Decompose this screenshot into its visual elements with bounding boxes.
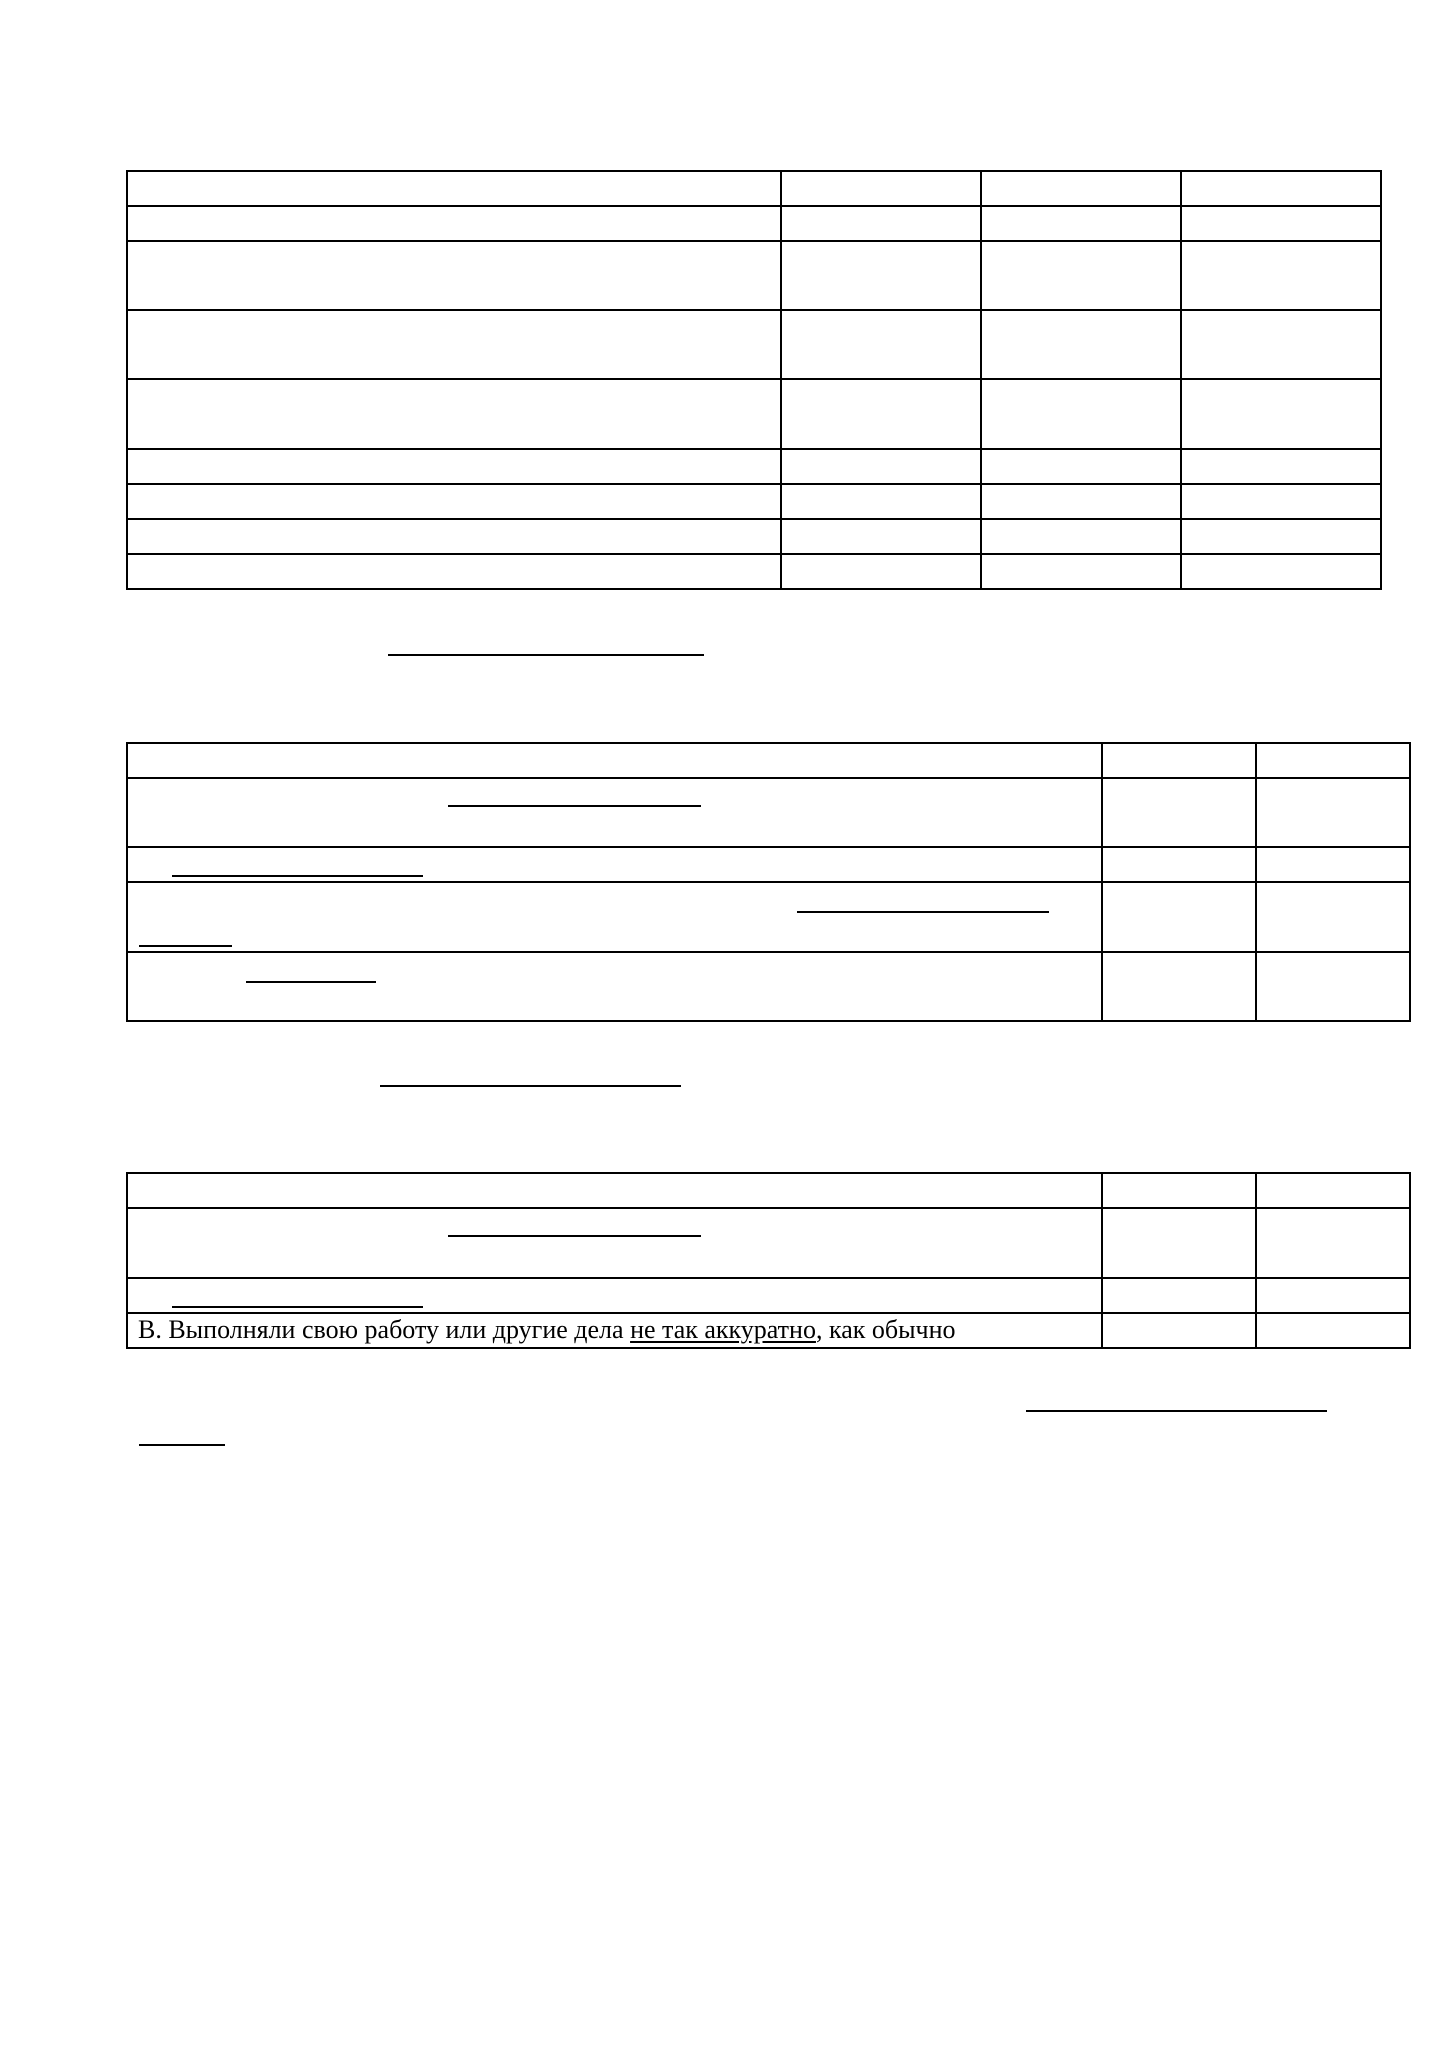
question-text-emphasis: не так аккуратно: [630, 1315, 816, 1344]
answer-cell[interactable]: [1256, 743, 1410, 778]
answer-cell[interactable]: [1181, 241, 1381, 310]
answer-cell[interactable]: [1102, 952, 1256, 1021]
answer-cell[interactable]: [1181, 379, 1381, 449]
answer-cell[interactable]: [1102, 1208, 1256, 1278]
fill-in-line[interactable]: [380, 1085, 681, 1087]
answer-cell[interactable]: [1102, 882, 1256, 952]
table-1: [126, 170, 1382, 590]
answer-cell[interactable]: [781, 449, 981, 484]
table-row: [127, 171, 1381, 206]
fill-in-line[interactable]: [388, 654, 704, 656]
answer-cell[interactable]: [1256, 952, 1410, 1021]
answer-cell[interactable]: [781, 310, 981, 379]
underline-segment: [448, 1235, 701, 1237]
table-cell: [127, 743, 1102, 778]
answer-cell[interactable]: [981, 519, 1181, 554]
table-row: [127, 952, 1410, 1021]
question-text-prefix: В. Выполняли свою работу или другие дела: [138, 1315, 631, 1344]
table-cell: [127, 554, 781, 589]
answer-cell[interactable]: [1102, 1173, 1256, 1208]
table-row: [127, 206, 1381, 241]
answer-cell[interactable]: [981, 171, 1181, 206]
table-cell: [127, 1173, 1102, 1208]
answer-cell[interactable]: [781, 171, 981, 206]
answer-cell[interactable]: [1102, 778, 1256, 847]
underline-segment: [139, 945, 232, 947]
table-row: [127, 1208, 1410, 1278]
fill-in-line[interactable]: [139, 1444, 225, 1446]
answer-cell[interactable]: [1181, 484, 1381, 519]
answer-cell[interactable]: [1102, 1278, 1256, 1313]
underline-segment: [797, 911, 1049, 913]
answer-cell[interactable]: [981, 449, 1181, 484]
underline-segment: [172, 875, 423, 877]
table-row: [127, 1173, 1410, 1208]
table-cell: [127, 449, 781, 484]
answer-cell[interactable]: [781, 484, 981, 519]
answer-cell[interactable]: [1181, 519, 1381, 554]
table-row: [127, 882, 1410, 952]
answer-cell[interactable]: [1256, 847, 1410, 882]
underline-segment: [448, 805, 701, 807]
answer-cell[interactable]: [781, 379, 981, 449]
table-row: [127, 743, 1410, 778]
answer-cell[interactable]: [1256, 1278, 1410, 1313]
answer-cell[interactable]: [1256, 1208, 1410, 1278]
table-cell: [127, 171, 781, 206]
table-row: [127, 449, 1381, 484]
table-cell: [127, 484, 781, 519]
answer-cell[interactable]: [1102, 743, 1256, 778]
table-2: [126, 742, 1411, 1022]
table-cell: [127, 1208, 1102, 1278]
answer-cell[interactable]: [981, 554, 1181, 589]
table-row: [127, 379, 1381, 449]
table-row: [127, 519, 1381, 554]
answer-cell[interactable]: [781, 554, 981, 589]
answer-cell[interactable]: [1181, 449, 1381, 484]
answer-cell[interactable]: [1256, 1173, 1410, 1208]
table-cell: [127, 778, 1102, 847]
answer-cell[interactable]: [1102, 847, 1256, 882]
answer-cell[interactable]: [1256, 1313, 1410, 1348]
answer-cell[interactable]: [781, 241, 981, 310]
table-row: [127, 310, 1381, 379]
table-cell: [127, 310, 781, 379]
table-row: [127, 554, 1381, 589]
table-cell: [127, 882, 1102, 952]
fill-in-line[interactable]: [1026, 1410, 1327, 1412]
answer-cell[interactable]: [781, 519, 981, 554]
underline-segment: [246, 981, 376, 983]
answer-cell[interactable]: [981, 484, 1181, 519]
table-cell: [127, 1313, 1102, 1348]
table-cell: [127, 519, 781, 554]
table-row: [127, 1313, 1410, 1348]
answer-cell[interactable]: [1181, 171, 1381, 206]
answer-cell[interactable]: [1256, 882, 1410, 952]
table-cell: [127, 379, 781, 449]
answer-cell[interactable]: [981, 310, 1181, 379]
table-row: [127, 484, 1381, 519]
question-text-suffix: , как обычно: [815, 1315, 956, 1344]
answer-cell[interactable]: [981, 206, 1181, 241]
answer-cell[interactable]: [1181, 554, 1381, 589]
answer-cell[interactable]: [1102, 1313, 1256, 1348]
table-cell: [127, 241, 781, 310]
table-3: [126, 1172, 1411, 1349]
answer-cell[interactable]: [981, 241, 1181, 310]
table-cell: [127, 206, 781, 241]
answer-cell[interactable]: [1256, 778, 1410, 847]
table-row: [127, 241, 1381, 310]
underline-segment: [172, 1306, 423, 1308]
table-row: [127, 778, 1410, 847]
table-cell: [127, 952, 1102, 1021]
answer-cell[interactable]: [781, 206, 981, 241]
question-text: [138, 1315, 956, 1344]
answer-cell[interactable]: [1181, 206, 1381, 241]
answer-cell[interactable]: [981, 379, 1181, 449]
answer-cell[interactable]: [1181, 310, 1381, 379]
